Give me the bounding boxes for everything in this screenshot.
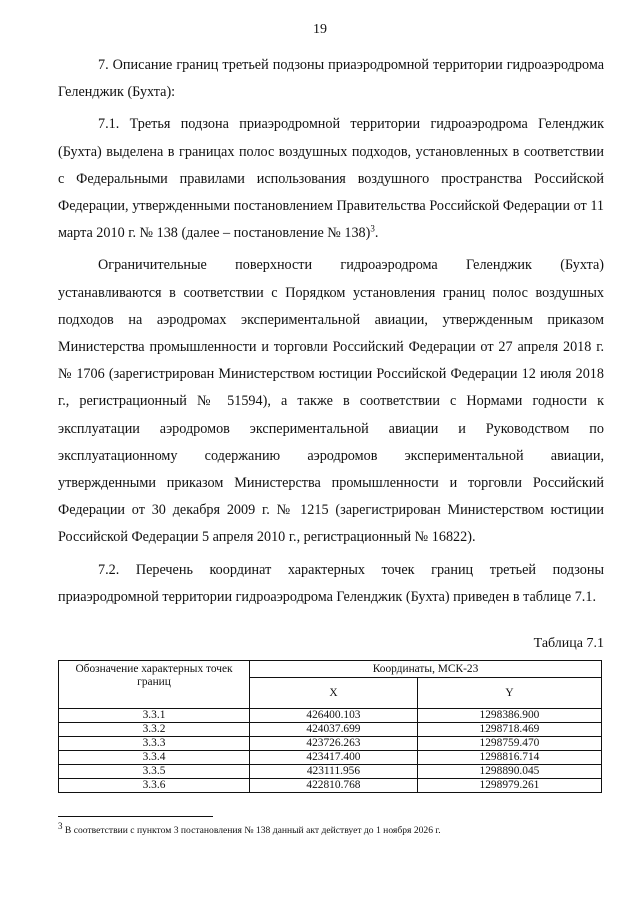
table-row: [59, 765, 602, 779]
cell-y: 1298386.900: [417, 709, 601, 723]
table-row: [59, 737, 602, 751]
cell-point: 3.3.5: [59, 765, 250, 779]
footnote-divider: [58, 816, 213, 817]
cell-y: 1298890.045: [417, 765, 601, 779]
cell-point: 3.3.4: [59, 751, 250, 765]
cell-y: 1298979.261: [417, 779, 601, 793]
paragraph-7-2: 7.2. Перечень координат характерных точек границ третьей подзоны приаэродромной территории гидроаэродрома Геленджик (Бухта) приведен в таблице 7.1.: [58, 561, 604, 605]
cell-point: 3.3.1: [59, 709, 250, 723]
table-row: [59, 751, 602, 765]
cell-point: 3.3.6: [59, 779, 250, 793]
cell-point: 3.3.2: [59, 723, 250, 737]
footnote: [58, 820, 618, 837]
cell-x: 423417.400: [250, 751, 418, 765]
column-header-coordinates: Координаты, МСК-23: [250, 661, 602, 678]
paragraph-restriction-surfaces: Ограничительные поверхности гидроаэродрома Геленджик (Бухта) устанавливаются в соответствии с Порядком установления границ полос воздушных подходов на аэродромах экспериментальной авиации, утвержденным приказом Министерства промышленности и торговли Российский Федерации от 27 апреля 2018 г. № 1706 (зарегистрирован Министерством юстиции Российской Федерации 12 июля 2018 г., регистрационный № 51594), а также в соответствии с Нормами годности к эксплуатации аэродромов экспериментальной авиации и Руководством по эксплуатационному содержанию аэродромов экспериментальной авиации, утвержденными приказом Министерства промышленности и торговли Российский Федерации от 30 декабря 2009 г. № 1215 (зарегистрирован Министерством юстиции Российской Федерации 5 апреля 2010 г., регистрационный № 16822).: [58, 257, 604, 546]
footnote-mark: 3: [58, 820, 63, 831]
table-row: [59, 723, 602, 737]
paragraph-7-1-period: .: [374, 225, 379, 242]
cell-x: 422810.768: [250, 779, 418, 793]
cell-x: 424037.699: [250, 723, 418, 737]
column-header-point-name: Обозначение характерных точек границ: [59, 661, 250, 709]
cell-x: 426400.103: [250, 709, 418, 723]
footnote-reference[interactable]: 3: [370, 223, 375, 234]
cell-x: 423726.263: [250, 737, 418, 751]
paragraph-7-1-text: 7.1. Третья подзона приаэродромной территории гидроаэродрома Геленджик (Бухта) выделена в границах полос воздушных подходов, установленных в соответствии с Федеральными правилами использования воздушного пространства Российской Федерации, утвержденными постановлением Правительства Российской Федерации от 11 марта 2010 г. № 138 (далее – постановление № 138): [58, 116, 604, 242]
column-header-y: Y: [417, 678, 601, 709]
cell-y: 1298759.470: [417, 737, 601, 751]
paragraph-7-1: [58, 111, 604, 247]
table-caption: Таблица 7.1: [533, 636, 604, 651]
document-body: [58, 52, 604, 611]
footnote-text: В соответствии с пунктом 3 постановления № 138 данный акт действует до 1 ноября 2026 г.: [62, 825, 441, 836]
cell-y: 1298718.469: [417, 723, 601, 737]
paragraph-section-7-heading: 7. Описание границ третьей подзоны приаэродромной территории гидроаэродрома Геленджик (Бухта):: [58, 57, 604, 101]
table-row: [59, 779, 602, 793]
table-row: [59, 709, 602, 723]
cell-point: 3.3.3: [59, 737, 250, 751]
coordinates-table: [58, 660, 602, 793]
column-header-x: X: [250, 678, 418, 709]
cell-y: 1298816.714: [417, 751, 601, 765]
page-number: 19: [313, 22, 327, 37]
cell-x: 423111.956: [250, 765, 418, 779]
